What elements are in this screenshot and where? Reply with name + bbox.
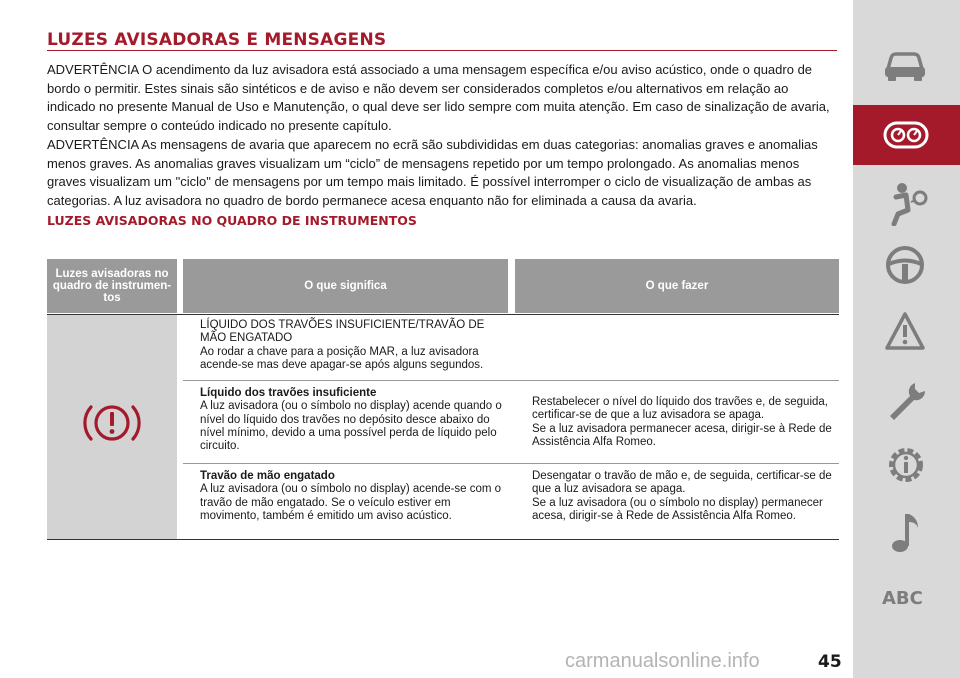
row-meaning: A luz avisadora (ou o símbolo no display) acende-se com o travão de mão engatado. Se o veículo estiver em movimento, também é emitido um aviso acústico. xyxy=(200,483,502,522)
section-title: LUZES AVISADORAS E MENSAGENS xyxy=(47,30,387,50)
row-action-extra: Se a luz avisadora permanecer acesa, dirigir-se à Rede de Assistência Alfa Romeo. xyxy=(532,422,832,448)
table-subtitle: LUZES AVISADORAS NO QUADRO DE INSTRUMENTOS xyxy=(47,213,417,228)
info-gear-icon[interactable] xyxy=(883,442,929,488)
steering-wheel-icon[interactable] xyxy=(884,244,926,286)
table-row xyxy=(200,470,508,523)
table-bottom-rule xyxy=(47,539,839,540)
row-action: Desengatar o travão de mão e, de seguida, certificar-se de que a luz avisadora se apaga. xyxy=(532,470,832,496)
warning-paragraph-1: ADVERTÊNCIA O acendimento da luz avisadora está associado a uma mensagem específica e/ou aviso acústico, onde o quadro de bordo o permitir. Estes sinais são sintéticos e de aviso e não devem ser considerados completos e/ou alternativos em relação ao indicado no presente Manual de Uso e Manutenção, o qual deve ser lido sempre com muita atenção. Em caso de sinalização de avaria, consultar sempre o conteúdo indicado no presente capítulo. xyxy=(47,62,830,134)
row-action-cell xyxy=(532,470,837,523)
table-row xyxy=(200,387,508,453)
row-action-cell xyxy=(532,396,837,449)
row-heading: Travão de mão engatado xyxy=(200,470,335,482)
row-heading: Líquido dos travões insuficiente xyxy=(200,387,377,399)
intro-title: LÍQUIDO DOS TRAVÕES INSUFICIENTE/TRAVÃO DE MÃO ENGATADO xyxy=(200,319,485,345)
music-note-icon[interactable] xyxy=(888,510,924,554)
row-action: Restabelecer o nível do líquido dos travões e, de seguida, certificar-se de que a luz avisadora se apaga. xyxy=(532,396,828,422)
intro-cell xyxy=(200,319,505,372)
dashboard-icon[interactable] xyxy=(882,118,930,152)
warning-paragraph-2: ADVERTÊNCIA As mensagens de avaria que aparecem no ecrã são subdivididas em duas categorias: anomalias graves e anomalias menos graves. As anomalias graves visualizam um “ciclo” de mensagens repetido por um tempo prolongado. As anomalias menos graves visualizam um "ciclo" de mensagens por um tempo mais limitado. É possível interromper o ciclo de visualização de ambas as categorias. A luz avisadora no quadro de bordo permanece acesa enquanto não for eliminada a causa da avaria. xyxy=(47,137,818,209)
warning-light-cell xyxy=(47,315,177,539)
warning-triangle-icon[interactable] xyxy=(884,310,926,352)
header-warning-lights: Luzes avisadoras no quadro de instrumen-tos xyxy=(47,259,177,313)
title-underline xyxy=(47,50,837,51)
header-meaning: O que significa xyxy=(183,259,508,313)
row-divider xyxy=(183,380,839,381)
wrench-icon[interactable] xyxy=(884,378,928,422)
car-icon[interactable] xyxy=(882,47,928,83)
header-action: O que fazer xyxy=(515,259,839,313)
row-action-extra: Se a luz avisadora (ou o símbolo no display) permanecer acesa, dirigir-se à Rede de Assistência Alfa Romeo. xyxy=(532,496,823,522)
page-number: 45 xyxy=(818,652,842,672)
watermark: carmanualsonline.info xyxy=(565,650,760,672)
intro-text: Ao rodar a chave para a posição MAR, a luz avisadora acende-se mas deve apagar-se após alguns segundos. xyxy=(200,345,484,371)
airbag-person-icon[interactable] xyxy=(884,180,930,226)
index-abc-label[interactable]: ABC xyxy=(882,588,923,609)
row-meaning: A luz avisadora (ou o símbolo no display) acende quando o nível do líquido dos travões no depósito desce abaixo do nível mínimo, devido a uma possível perda de líquido pelo circuito. xyxy=(200,400,502,453)
row-divider xyxy=(183,463,839,464)
brake-warning-icon xyxy=(82,399,142,447)
